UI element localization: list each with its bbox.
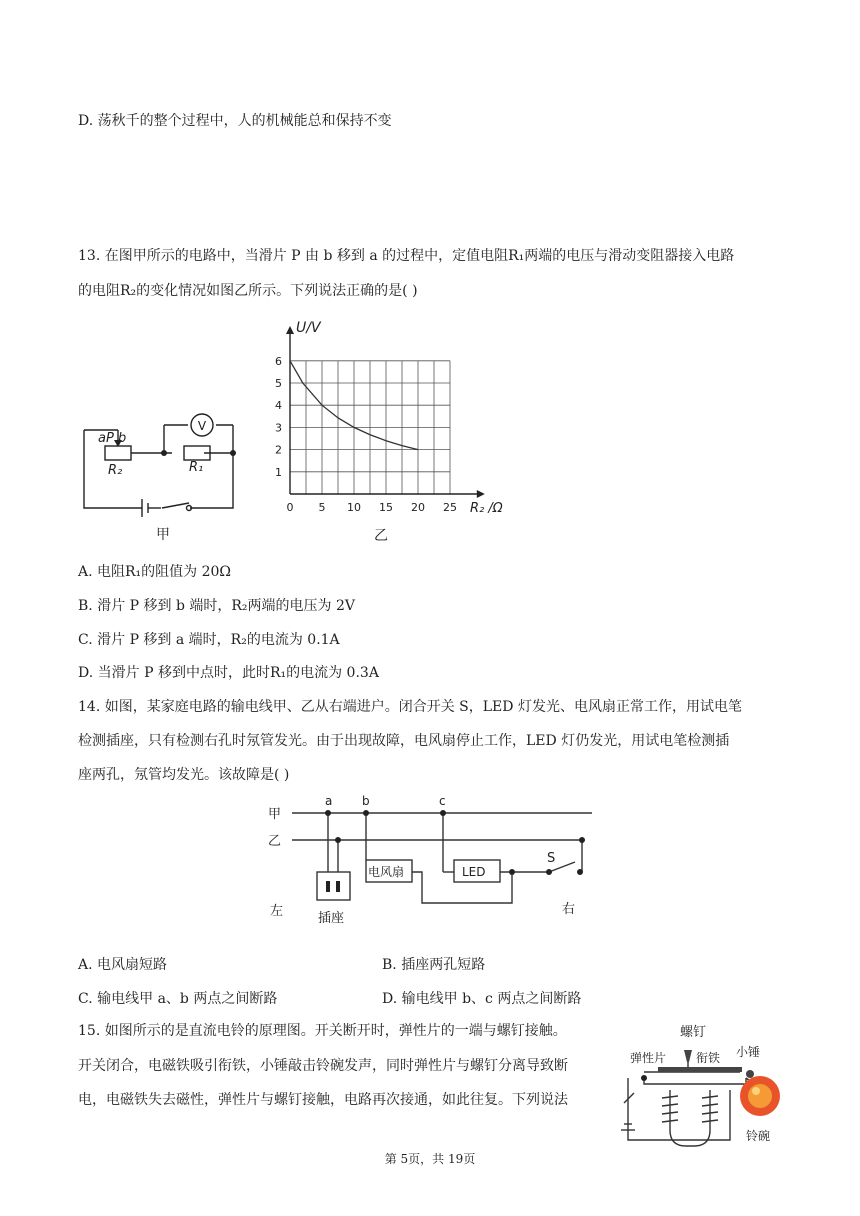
q12-option-d: D. 荡秋千的整个过程中，人的机械能总和保持不变 [78,113,392,129]
led-label: LED [462,865,486,879]
q15-stem-line2: 开关闭合，电磁铁吸引衔铁，小锤敲击铃碗发声，同时弹性片与螺钉分离导致断 [78,1058,568,1074]
q14-stem-line1: 14. 如图，某家庭电路的输电线甲、乙从右端进户。闭合开关 S，LED 灯发光、电风扇正常工作，用试电笔 [78,699,742,715]
point-c-label: c [439,794,446,808]
circuit-caption: 甲 [156,527,170,543]
page-footer: 第 5页，共 19页 [384,1152,476,1166]
q13-stem-line2: 的电阻R₂的变化情况如图乙所示。下列说法正确的是( ) [78,283,418,299]
chart-x-tick-label: 10 [347,501,361,514]
right-label: 右 [562,902,576,917]
q13-stem-line1: 13. 在图甲所示的电路中，当滑片 P 由 b 移到 a 的过程中，定值电阻R₁两端的电压与滑动变阻器接入电路 [78,248,735,264]
left-label: 左 [270,904,284,919]
chart-y-axis-arrow [286,326,294,334]
switch-s-label: S [547,851,556,866]
q14-option-d: D. 输电线甲 b、c 两点之间断路 [382,991,582,1007]
q13-option-b: B. 滑片 P 移到 b 端时，R₂两端的电压为 2V [78,598,355,614]
chart-x-tick-label: 15 [379,501,393,514]
q14-option-a: A. 电风扇短路 [78,957,168,973]
chart-y-tick-label: 2 [275,443,282,457]
q13-option-c: C. 滑片 P 移到 a 端时，R₂的电流为 0.1A [78,632,340,648]
q13-option-a: A. 电阻R₁的阻值为 20Ω [78,564,232,580]
q15-stem-line3: 电，电磁铁失去磁性，弹性片与螺钉接触，电路再次接通，如此往复。下列说法 [78,1092,568,1108]
hammer-label: 小锤 [736,1045,761,1059]
q14-household-circuit [262,790,602,930]
chart-x-tick-label: 25 [443,501,457,514]
q15-electric-bell-diagram [610,1018,790,1158]
q15-stem-line1: 15. 如图所示的是直流电铃的原理图。开关断开时，弹性片的一端与螺钉接触。 [78,1023,567,1039]
chart-x-axis-arrow [477,490,485,498]
chart-x-tick-label: 0 [286,501,294,514]
chart-xlabel: R₂ /Ω [470,501,503,516]
q13-graph [270,310,530,550]
bowl-label: 铃碗 [746,1129,771,1143]
chart-x-tick-label: 20 [411,501,425,514]
socket-label: 插座 [318,911,345,926]
circuit-label-r1: R₁ [189,460,204,475]
graph-caption: 乙 [374,528,388,544]
fan-label: 电风扇 [368,865,405,879]
q14-option-b: B. 插座两孔短路 [382,957,486,973]
spring-label: 弹性片 [630,1051,667,1065]
voltmeter-label: V [197,419,207,433]
q14-option-c: C. 输电线甲 a、b 两点之间断路 [78,991,278,1007]
circuit-label-apb: aP b [98,431,127,446]
chart-y-tick-label: 4 [275,399,282,413]
armature-label: 衔铁 [696,1051,721,1065]
circuit-label-r2: R₂ [108,463,123,478]
point-b-label: b [362,794,370,808]
chart-y-tick-label: 5 [275,377,282,390]
q13-option-d: D. 当滑片 P 移到中点时，此时R₁的电流为 0.3A [78,665,379,681]
wire-yi-label: 乙 [268,834,282,849]
chart-y-tick-label: 3 [275,421,282,435]
chart-x-tick-label: 5 [318,501,326,514]
q13-circuit-diagram [76,406,246,550]
q14-stem-line3: 座两孔，氖管均发光。该故障是( ) [78,767,290,783]
chart-y-tick-label: 6 [275,354,282,368]
chart-y-tick-label: 1 [275,465,282,479]
point-a-label: a [325,794,333,808]
wire-jia-label: 甲 [268,807,282,822]
screw-label: 螺钉 [680,1025,707,1040]
q14-stem-line2: 检测插座，只有检测右孔时氖管发光。由于出现故障，电风扇停止工作，LED 灯仍发光，用试电笔检测插 [78,733,730,749]
chart-ylabel: U/V [296,320,321,336]
